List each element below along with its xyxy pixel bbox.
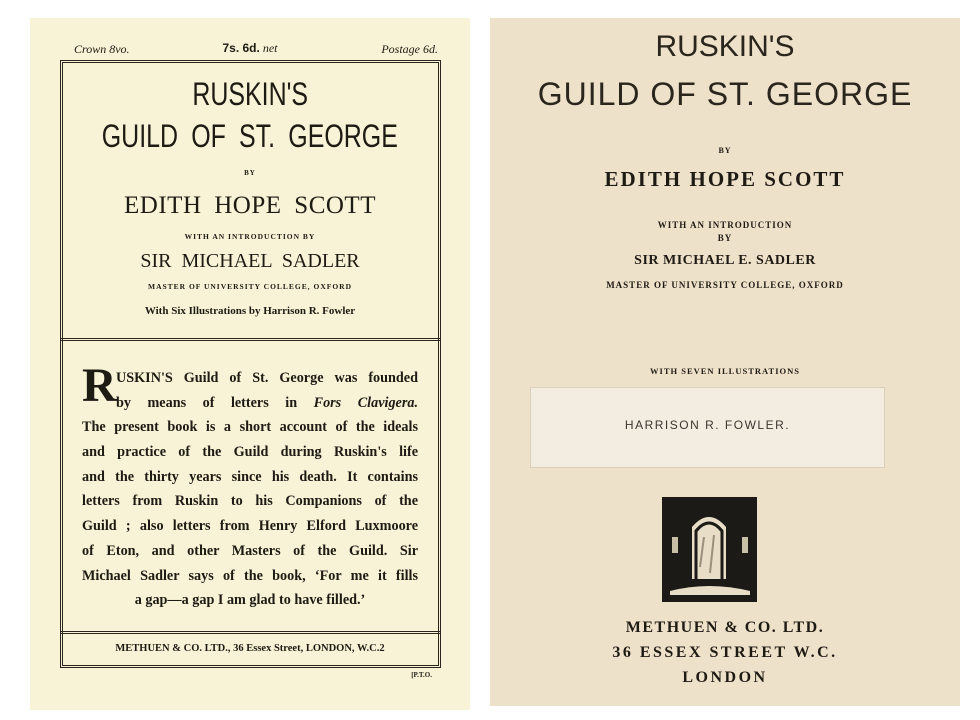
title-line1: RUSKIN'S	[192, 76, 308, 112]
price: 7s. 6d.	[222, 41, 260, 55]
woodcut-illustration	[662, 497, 757, 602]
intro-label: WITH AN INTRODUCTION	[657, 220, 793, 230]
blurb-line: The present book is a short account of the ideals	[82, 419, 418, 436]
introducer-role: MASTER OF UNIVERSITY COLLEGE, OXFORD	[147, 282, 352, 291]
blurb-line: a gap—a gap I am glad to have filled.’	[134, 592, 366, 609]
divider	[60, 631, 441, 634]
blurb-line: by means of letters in Fors Clavigera.	[116, 394, 419, 411]
publisher-line: METHUEN & CO. LTD., 36 Essex Street, LONDON, W.C.2	[115, 643, 385, 654]
blurb-line: and practice of the Guild during Ruskin's life	[82, 444, 418, 461]
by-label: BY	[718, 146, 732, 155]
illustrations-credit: WITH SEVEN ILLUSTRATIONS	[650, 366, 800, 376]
pto-label: [P.T.O.	[411, 671, 432, 679]
publisher-line1: METHUEN & CO. LTD.	[625, 619, 825, 636]
blurb-line: letters from Ruskin to his Companions of the	[82, 493, 418, 510]
prospectus-page	[30, 18, 470, 710]
title-page	[490, 18, 960, 706]
blurb-line: and the thirty years since his death. It contains	[82, 468, 418, 485]
blurb-line: Michael Sadler says of the book, ‘For me it fills	[82, 567, 418, 584]
blurb-line: of Eton, and other Masters of the Guild. Sir	[82, 542, 418, 559]
author-name: EDITH HOPE SCOTT	[604, 167, 846, 191]
price-suffix: net	[262, 41, 278, 55]
blurb-line: USKIN'S Guild of St. George was founded	[116, 370, 418, 386]
title-line1: RUSKIN'S	[655, 30, 795, 63]
postage-label: Postage 6d.	[381, 42, 438, 56]
intro-by-label: BY	[717, 233, 733, 243]
illustrator-label	[530, 387, 885, 468]
by-label: BY	[244, 169, 256, 177]
blurb	[82, 359, 419, 613]
publisher-line2: 36 ESSEX STREET W.C.	[612, 644, 838, 661]
title-line2: GUILD OF ST. GEORGE	[537, 76, 913, 112]
introducer-name: SIR MICHAEL SADLER	[140, 250, 360, 272]
drop-cap: R	[82, 359, 117, 412]
illustrations-credit: With Six Illustrations by Harrison R. Fowler	[144, 305, 356, 317]
introducer-name: SIR MICHAEL E. SADLER	[634, 253, 816, 268]
blurb-line: Guild ; also letters from Henry Elford Luxmoore	[82, 518, 418, 535]
title-line2: GUILD OF ST. GEORGE	[101, 118, 399, 154]
introducer-role: MASTER OF UNIVERSITY COLLEGE, OXFORD	[606, 280, 844, 290]
format-label: Crown 8vo.	[74, 42, 130, 56]
publisher-line3: LONDON	[682, 669, 768, 686]
divider	[60, 338, 441, 341]
illustrator-name: HARRISON R. FOWLER.	[624, 418, 791, 432]
author-name: EDITH HOPE SCOTT	[124, 192, 376, 219]
intro-label: WITH AN INTRODUCTION BY	[184, 232, 316, 241]
